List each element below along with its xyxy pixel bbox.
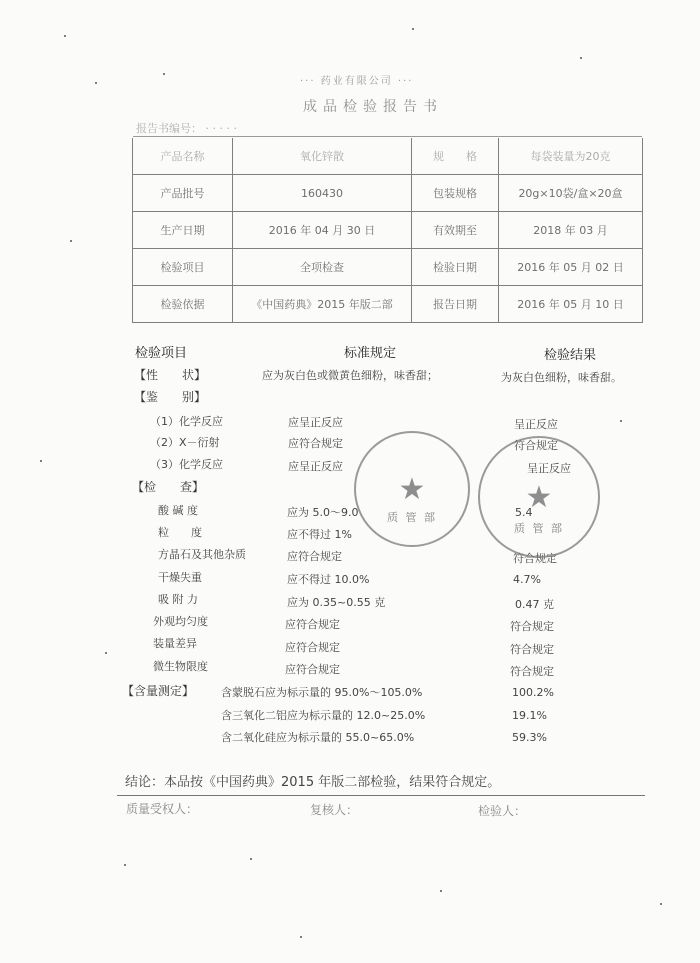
table-cell: 2018 年 03 月 [499,212,643,249]
scan-speck [95,82,97,84]
section-inspection: 【检 查】 [132,480,205,494]
result-text: 符合规定 [514,439,558,452]
item-text: （1）化学反应 [150,415,223,428]
scan-speck [64,35,66,37]
item-text: 酸 碱 度 [158,504,198,517]
result-text: 符合规定 [513,552,557,565]
results-result-header: 检验结果 [544,348,597,363]
section-properties: 【性 状】 [134,368,207,382]
scan-speck [660,903,662,905]
table-row [133,249,643,286]
product-info-table [132,138,643,323]
scan-speck [163,73,165,75]
results-standard-header: 标准规定 [344,346,397,361]
standard-text: 应符合规定 [288,437,343,450]
scan-speck [105,652,107,654]
standard-text: 应为灰白色或微黄色细粉，味香甜； [262,369,438,382]
result-text: 为灰白色细粉，味香甜。 [501,371,622,384]
table-cell: 2016 年 05 月 10 日 [499,286,643,323]
table-cell: 包装规格 [412,175,499,212]
table-cell: 规 格 [412,138,499,175]
table-cell: 有效期至 [412,212,499,249]
result-text: 呈正反应 [514,418,558,431]
footer-rule [117,795,645,796]
company-seal-stamp [354,431,470,547]
item-text: 外观均匀度 [153,615,208,628]
scan-speck [124,864,126,866]
company-seal-stamp [478,436,600,558]
company-name: ··· 药业有限公司 ··· [300,76,414,87]
item-text: 粒 度 [158,526,202,539]
table-row [133,286,643,323]
conclusion: 结论：本品按《中国药典》2015 年版二部检验，结果符合规定。 [125,775,501,790]
table-cell: 产品名称 [133,138,233,175]
standard-text: 含三氧化二铝应为标示量的 12.0~25.0% [221,709,426,722]
table-cell: 检验日期 [412,249,499,286]
item-text: 干燥失重 [158,571,202,584]
table-cell: 氧化锌散 [233,138,412,175]
seal-department-text: 质 管 部 [514,522,564,535]
result-text: 0.47 克 [515,598,554,611]
star-icon: ★ [525,479,553,515]
scan-speck [440,890,442,892]
result-text: 100.2% [512,686,554,699]
table-row [133,138,643,175]
scan-speck [580,57,582,59]
report-number: 报告书编号： · · · · · [136,122,237,135]
table-cell: 检验项目 [133,249,233,286]
item-text: （2）X－衍射 [150,436,220,449]
standard-text: 应符合规定 [285,641,340,654]
section-identification: 【鉴 别】 [134,390,207,404]
star-icon: ★ [398,471,426,507]
scan-speck [250,858,252,860]
scan-speck [70,240,72,242]
result-text: 5.4 [515,506,533,519]
result-text: 符合规定 [510,665,554,678]
scan-speck [620,420,622,422]
standard-text: 含蒙脱石应为标示量的 95.0%～105.0% [221,686,423,699]
table-cell: 产品批号 [133,175,233,212]
scan-speck [40,460,42,462]
results-item-header: 检验项目 [135,346,188,361]
result-text: 呈正反应 [527,462,571,475]
standard-text: 应呈正反应 [288,416,343,429]
standard-text: 含二氧化硅应为标示量的 55.0~65.0% [221,731,415,744]
section-assay: 【含量测定】 [122,684,195,698]
standard-text: 应不得过 10.0% [287,573,370,586]
standard-text: 应为 5.0～9.0 [287,506,359,519]
seal-department-text: 质 管 部 [387,511,437,524]
item-text: 装量差异 [153,637,197,650]
result-text: 4.7% [513,573,541,586]
table-cell: 全项检查 [233,249,412,286]
table-cell: 2016 年 04 月 30 日 [233,212,412,249]
standard-text: 应呈正反应 [288,460,343,473]
table-row [133,175,643,212]
item-text: 吸 附 力 [158,593,198,606]
result-text: 19.1% [512,709,547,722]
table-cell: 每袋装量为20克 [499,138,643,175]
standard-text: 应为 0.35~0.55 克 [287,596,386,609]
standard-text: 应符合规定 [285,618,340,631]
result-text: 符合规定 [510,643,554,656]
table-cell: 《中国药典》2015 年版二部 [233,286,412,323]
table-cell: 20g×10袋/盒×20盒 [499,175,643,212]
report-title: 成品检验报告书 [303,99,443,115]
table-cell: 160430 [233,175,412,212]
inspector-signature-label: 检验人： [478,804,527,818]
item-text: 微生物限度 [153,660,208,673]
result-text: 59.3% [512,731,547,744]
item-text: 方晶石及其他杂质 [158,548,246,561]
reviewer-signature-label: 复核人： [310,803,359,817]
scan-speck [412,28,414,30]
table-cell: 检验依据 [133,286,233,323]
standard-text: 应不得过 1% [287,528,352,541]
qa-signature-label: 质量受权人： [126,802,199,816]
table-cell: 2016 年 05 月 02 日 [499,249,643,286]
table-row [133,212,643,249]
table-cell: 报告日期 [412,286,499,323]
result-text: 符合规定 [510,620,554,633]
scan-speck [300,936,302,938]
item-text: （3）化学反应 [150,458,223,471]
header-rule [133,136,642,137]
standard-text: 应符合规定 [285,663,340,676]
table-cell: 生产日期 [133,212,233,249]
standard-text: 应符合规定 [287,550,342,563]
